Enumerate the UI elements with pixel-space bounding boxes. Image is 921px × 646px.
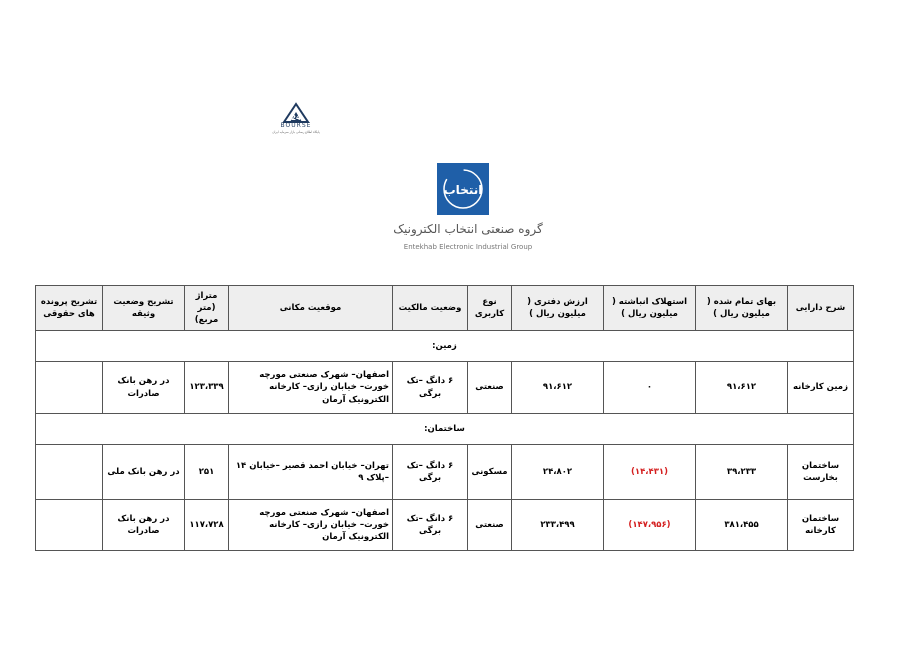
cell-depreciation: (۱۴،۴۳۱) — [604, 445, 696, 500]
cell-asset: زمین کارخانه — [788, 362, 854, 414]
cell-legal — [36, 445, 103, 500]
cell-asset: ساختمان کارخانه — [788, 500, 854, 551]
section-row-buildings — [36, 414, 854, 445]
header-collateral: تشریح وضعیت وثیقه — [103, 286, 185, 331]
header-row — [36, 286, 854, 331]
assets-table — [35, 285, 854, 551]
cell-legal — [36, 362, 103, 414]
company-mark: انتخاب — [443, 183, 483, 197]
header-asset: شرح دارایی — [788, 286, 854, 331]
bourse-number: 24 — [291, 114, 301, 122]
cell-book-value: ۲۳۳،۴۹۹ — [512, 500, 604, 551]
cell-usage: مسکونی — [468, 445, 512, 500]
header-area: متراژ (متر مربع) — [185, 286, 229, 331]
bourse-name: BOURSE — [280, 122, 312, 129]
header-depreciation: استهلاک انباشته ( میلیون ریال ) — [604, 286, 696, 331]
bourse-tagline: پایگاه اطلاع رسانی بازار سرمایه ایران — [272, 130, 320, 134]
table-row — [36, 445, 854, 500]
cell-cost: ۳۹،۲۳۳ — [696, 445, 788, 500]
cell-book-value: ۲۴،۸۰۲ — [512, 445, 604, 500]
table-row — [36, 362, 854, 414]
cell-location: تهران– خیابان احمد قصیر –خیابان ۱۴ –پلاک ۹ — [229, 445, 393, 500]
cell-ownership: ۶ دانگ –تک برگی — [393, 445, 468, 500]
cell-depreciation: (۱۴۷،۹۵۶) — [604, 500, 696, 551]
company-name-en: Entekhab Electronic Industrial Group — [403, 243, 533, 251]
cell-collateral: در رهن بانک ملی — [103, 445, 185, 500]
cell-ownership: ۶ دانگ –تک برگی — [393, 362, 468, 414]
cell-collateral: در رهن بانک صادرات — [103, 500, 185, 551]
cell-legal — [36, 500, 103, 551]
cell-usage: صنعتی — [468, 500, 512, 551]
cell-location: اصفهان– شهرک صنعتی مورچه خورت– خیابان رازی– کارخانه الکترونیک آرمان — [229, 500, 393, 551]
cell-area: ۱۲۳،۳۳۹ — [185, 362, 229, 414]
cell-book-value: ۹۱،۶۱۲ — [512, 362, 604, 414]
company-name-fa: گروه صنعتی انتخاب الکترونیک — [393, 222, 543, 236]
header-usage: نوع کاربری — [468, 286, 512, 331]
header-location: موقعیت مکانی — [229, 286, 393, 331]
company-logo-icon — [437, 163, 489, 215]
cell-area: ۱۱۷،۷۲۸ — [185, 500, 229, 551]
header-ownership: وضعیت مالکیت — [393, 286, 468, 331]
cell-ownership: ۶ دانگ –تک برگی — [393, 500, 468, 551]
header-book-value: ارزش دفتری ( میلیون ریال ) — [512, 286, 604, 331]
cell-collateral: در رهن بانک صادرات — [103, 362, 185, 414]
section-title-land: زمین: — [36, 331, 854, 362]
header-legal: تشریح پرونده های حقوقی — [36, 286, 103, 331]
cell-usage: صنعتی — [468, 362, 512, 414]
section-row-land — [36, 331, 854, 362]
cell-depreciation: ۰ — [604, 362, 696, 414]
header-cost: بهای تمام شده ( میلیون ریال ) — [696, 286, 788, 331]
section-title-buildings: ساختمان: — [36, 414, 854, 445]
cell-area: ۲۵۱ — [185, 445, 229, 500]
table-row — [36, 500, 854, 551]
cell-asset: ساختمان بخارست — [788, 445, 854, 500]
cell-cost: ۹۱،۶۱۲ — [696, 362, 788, 414]
cell-location: اصفهان– شهرک صنعتی مورچه خورت– خیابان رازی– کارخانه الکترونیک آرمان — [229, 362, 393, 414]
cell-cost: ۳۸۱،۴۵۵ — [696, 500, 788, 551]
